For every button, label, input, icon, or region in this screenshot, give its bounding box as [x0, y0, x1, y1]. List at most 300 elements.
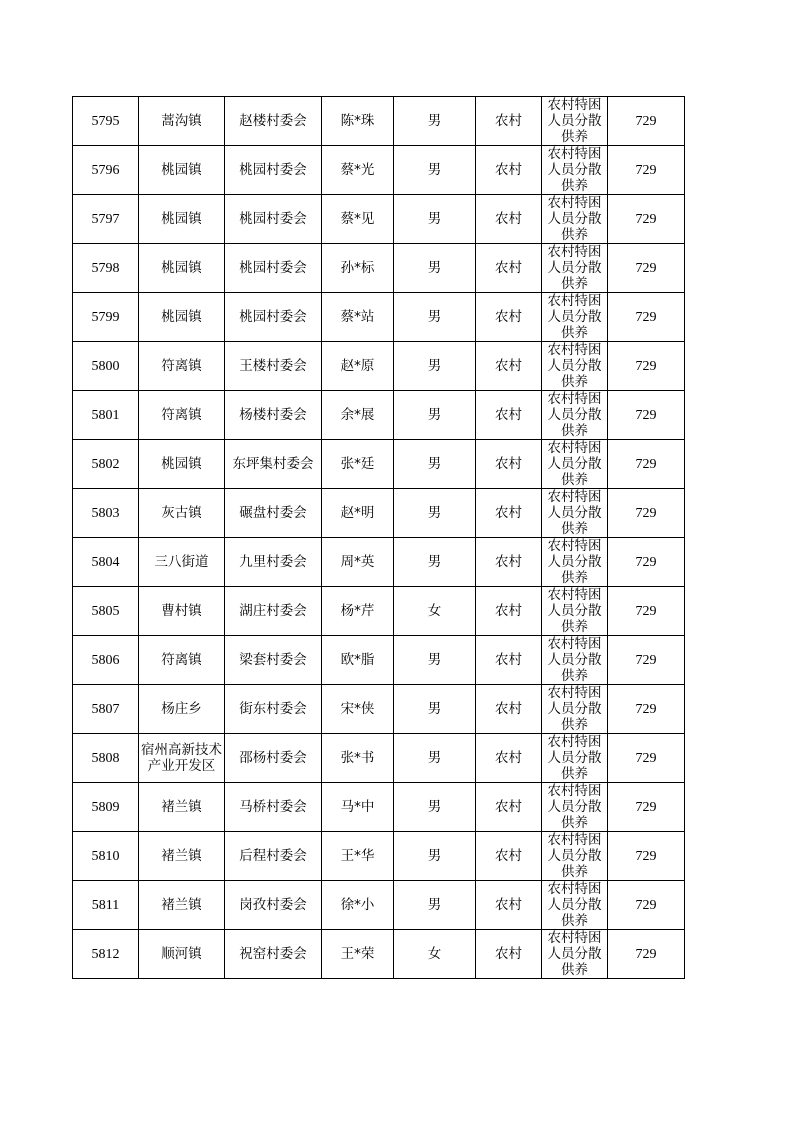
gender-text: 男 — [427, 749, 442, 766]
gender-text: 女 — [427, 602, 442, 619]
village-committee-cell — [225, 244, 322, 293]
residence-type-cell — [476, 783, 542, 832]
village-committee-cell — [225, 734, 322, 783]
village-committee-text: 邵杨村委会 — [239, 749, 307, 766]
residence-type-cell — [476, 342, 542, 391]
serial-number-text: 5809 — [91, 799, 120, 815]
amount-text: 729 — [635, 652, 657, 668]
serial-number-cell — [73, 195, 139, 244]
town-cell — [139, 489, 225, 538]
serial-number-text: 5796 — [91, 162, 120, 178]
village-committee-text: 桃园村委会 — [239, 259, 307, 276]
town-cell — [139, 783, 225, 832]
person-name-text: 周*英 — [340, 553, 375, 570]
residence-type-cell — [476, 440, 542, 489]
serial-number-cell — [73, 685, 139, 734]
table-row — [73, 832, 685, 881]
person-name-cell — [322, 440, 394, 489]
town-cell — [139, 342, 225, 391]
assistance-category-cell — [542, 195, 608, 244]
village-committee-cell — [225, 685, 322, 734]
assistance-category-cell — [542, 97, 608, 146]
amount-text: 729 — [635, 603, 657, 619]
assistance-category-cell — [542, 734, 608, 783]
village-committee-cell — [225, 146, 322, 195]
town-text: 褚兰镇 — [161, 897, 202, 913]
assistance-category-text: 农村特困人员分散供养 — [547, 734, 602, 782]
assistance-category-text: 农村特困人员分散供养 — [547, 685, 602, 733]
town-text: 桃园镇 — [161, 260, 202, 276]
person-name-cell — [322, 636, 394, 685]
person-name-text: 蔡*光 — [340, 161, 375, 178]
amount-cell — [608, 636, 685, 685]
serial-number-text: 5802 — [91, 456, 120, 472]
person-name-text: 赵*明 — [340, 504, 375, 521]
village-committee-cell — [225, 293, 322, 342]
person-name-cell — [322, 244, 394, 293]
person-name-text: 余*展 — [340, 406, 375, 423]
town-cell — [139, 636, 225, 685]
assistance-category-cell — [542, 783, 608, 832]
town-cell — [139, 685, 225, 734]
amount-text: 729 — [635, 799, 657, 815]
table-row — [73, 734, 685, 783]
residence-type-text: 农村 — [495, 455, 522, 472]
residence-type-text: 农村 — [495, 847, 522, 864]
gender-text: 男 — [427, 259, 442, 276]
assistance-category-cell — [542, 293, 608, 342]
village-committee-text: 桃园村委会 — [239, 308, 307, 325]
person-name-text: 孙*标 — [340, 259, 375, 276]
town-text: 符离镇 — [161, 652, 202, 668]
residence-type-cell — [476, 881, 542, 930]
gender-text: 女 — [427, 945, 442, 962]
person-name-cell — [322, 342, 394, 391]
assistance-category-cell — [542, 146, 608, 195]
gender-text: 男 — [427, 504, 442, 521]
town-cell — [139, 538, 225, 587]
village-committee-text: 桃园村委会 — [239, 161, 307, 178]
person-name-cell — [322, 783, 394, 832]
person-name-text: 王*华 — [340, 847, 375, 864]
table-row — [73, 783, 685, 832]
serial-number-cell — [73, 97, 139, 146]
town-text: 符离镇 — [161, 358, 202, 374]
village-committee-text: 桃园村委会 — [239, 210, 307, 227]
serial-number-cell — [73, 734, 139, 783]
amount-cell — [608, 832, 685, 881]
town-text: 桃园镇 — [161, 162, 202, 178]
residence-type-text: 农村 — [495, 651, 522, 668]
residence-type-cell — [476, 587, 542, 636]
assistance-category-cell — [542, 930, 608, 979]
gender-text: 男 — [427, 161, 442, 178]
residence-type-cell — [476, 734, 542, 783]
residence-type-text: 农村 — [495, 308, 522, 325]
person-name-cell — [322, 97, 394, 146]
table-row — [73, 195, 685, 244]
amount-text: 729 — [635, 750, 657, 766]
assistance-category-cell — [542, 636, 608, 685]
town-cell — [139, 97, 225, 146]
table-row — [73, 636, 685, 685]
table-row — [73, 930, 685, 979]
village-committee-cell — [225, 195, 322, 244]
village-committee-text: 碾盘村委会 — [239, 504, 307, 521]
town-text: 灰古镇 — [161, 505, 202, 521]
residence-type-cell — [476, 930, 542, 979]
town-text: 桃园镇 — [161, 456, 202, 472]
serial-number-text: 5795 — [91, 113, 120, 129]
gender-cell — [394, 930, 476, 979]
person-name-text: 张*廷 — [340, 455, 375, 472]
table-row — [73, 587, 685, 636]
table-row — [73, 489, 685, 538]
serial-number-text: 5800 — [91, 358, 120, 374]
assistance-category-cell — [542, 832, 608, 881]
residence-type-cell — [476, 489, 542, 538]
person-name-cell — [322, 832, 394, 881]
gender-cell — [394, 391, 476, 440]
person-name-text: 欧*脂 — [340, 651, 375, 668]
gender-cell — [394, 489, 476, 538]
serial-number-cell — [73, 636, 139, 685]
amount-text: 729 — [635, 505, 657, 521]
assistance-category-cell — [542, 685, 608, 734]
assistance-category-cell — [542, 391, 608, 440]
residence-type-cell — [476, 195, 542, 244]
serial-number-cell — [73, 391, 139, 440]
serial-number-text: 5801 — [91, 407, 120, 423]
assistance-category-text: 农村特困人员分散供养 — [547, 146, 602, 194]
person-name-cell — [322, 538, 394, 587]
town-text: 顺河镇 — [161, 946, 202, 962]
residence-type-cell — [476, 391, 542, 440]
town-text: 宿州高新技术产业开发区 — [141, 742, 222, 774]
residence-type-text: 农村 — [495, 259, 522, 276]
person-name-cell — [322, 685, 394, 734]
person-name-cell — [322, 587, 394, 636]
gender-cell — [394, 832, 476, 881]
residence-type-cell — [476, 685, 542, 734]
village-committee-text: 街东村委会 — [239, 700, 307, 717]
residence-type-cell — [476, 293, 542, 342]
assistance-category-cell — [542, 440, 608, 489]
residence-type-text: 农村 — [495, 945, 522, 962]
town-cell — [139, 391, 225, 440]
village-committee-text: 湖庄村委会 — [239, 602, 307, 619]
person-name-text: 张*书 — [340, 749, 375, 766]
gender-text: 男 — [427, 406, 442, 423]
table-row — [73, 293, 685, 342]
gender-cell — [394, 636, 476, 685]
residence-type-text: 农村 — [495, 161, 522, 178]
gender-cell — [394, 244, 476, 293]
table-row — [73, 685, 685, 734]
village-committee-cell — [225, 783, 322, 832]
gender-cell — [394, 587, 476, 636]
serial-number-cell — [73, 930, 139, 979]
serial-number-text: 5798 — [91, 260, 120, 276]
assistance-category-cell — [542, 342, 608, 391]
amount-cell — [608, 930, 685, 979]
residence-type-text: 农村 — [495, 553, 522, 570]
amount-text: 729 — [635, 162, 657, 178]
amount-text: 729 — [635, 554, 657, 570]
village-committee-text: 马桥村委会 — [239, 798, 307, 815]
residence-type-text: 农村 — [495, 749, 522, 766]
person-name-text: 宋*侠 — [340, 700, 375, 717]
gender-cell — [394, 440, 476, 489]
town-text: 蒿沟镇 — [161, 113, 202, 129]
amount-cell — [608, 881, 685, 930]
amount-cell — [608, 146, 685, 195]
serial-number-text: 5799 — [91, 309, 120, 325]
amount-text: 729 — [635, 358, 657, 374]
town-cell — [139, 440, 225, 489]
residence-type-text: 农村 — [495, 504, 522, 521]
amount-cell — [608, 440, 685, 489]
serial-number-text: 5812 — [91, 946, 120, 962]
serial-number-text: 5808 — [91, 750, 120, 766]
table-row — [73, 538, 685, 587]
serial-number-cell — [73, 440, 139, 489]
village-committee-cell — [225, 489, 322, 538]
assistance-category-text: 农村特困人员分散供养 — [547, 293, 602, 341]
assistance-category-text: 农村特困人员分散供养 — [547, 195, 602, 243]
village-committee-cell — [225, 881, 322, 930]
gender-cell — [394, 342, 476, 391]
gender-text: 男 — [427, 798, 442, 815]
table-row — [73, 881, 685, 930]
residence-type-text: 农村 — [495, 112, 522, 129]
village-committee-cell — [225, 930, 322, 979]
gender-text: 男 — [427, 847, 442, 864]
village-committee-text: 九里村委会 — [239, 553, 307, 570]
amount-text: 729 — [635, 848, 657, 864]
serial-number-text: 5803 — [91, 505, 120, 521]
amount-cell — [608, 244, 685, 293]
assistance-category-text: 农村特困人员分散供养 — [547, 489, 602, 537]
residence-type-text: 农村 — [495, 700, 522, 717]
person-name-cell — [322, 881, 394, 930]
gender-text: 男 — [427, 308, 442, 325]
assistance-category-text: 农村特困人员分散供养 — [547, 97, 602, 145]
serial-number-text: 5797 — [91, 211, 120, 227]
amount-text: 729 — [635, 211, 657, 227]
amount-text: 729 — [635, 113, 657, 129]
town-cell — [139, 832, 225, 881]
town-text: 桃园镇 — [161, 309, 202, 325]
person-name-text: 马*中 — [340, 798, 375, 815]
table-row — [73, 342, 685, 391]
amount-cell — [608, 97, 685, 146]
person-name-cell — [322, 930, 394, 979]
residence-type-cell — [476, 538, 542, 587]
village-committee-cell — [225, 342, 322, 391]
gender-text: 男 — [427, 455, 442, 472]
town-text: 三八街道 — [154, 554, 209, 570]
gender-text: 男 — [427, 700, 442, 717]
amount-text: 729 — [635, 456, 657, 472]
table-row — [73, 391, 685, 440]
assistance-category-text: 农村特困人员分散供养 — [547, 440, 602, 488]
table-row — [73, 146, 685, 195]
assistance-category-cell — [542, 244, 608, 293]
residence-type-text: 农村 — [495, 357, 522, 374]
serial-number-text: 5806 — [91, 652, 120, 668]
person-name-text: 王*荣 — [340, 945, 375, 962]
assistance-category-cell — [542, 881, 608, 930]
residence-type-text: 农村 — [495, 210, 522, 227]
serial-number-text: 5810 — [91, 848, 120, 864]
serial-number-cell — [73, 342, 139, 391]
serial-number-cell — [73, 832, 139, 881]
residence-type-cell — [476, 636, 542, 685]
village-committee-text: 梁套村委会 — [239, 651, 307, 668]
gender-cell — [394, 146, 476, 195]
residence-type-cell — [476, 146, 542, 195]
town-text: 曹村镇 — [161, 603, 202, 619]
village-committee-cell — [225, 587, 322, 636]
assistance-category-text: 农村特困人员分散供养 — [547, 342, 602, 390]
town-cell — [139, 146, 225, 195]
gender-cell — [394, 293, 476, 342]
gender-cell — [394, 734, 476, 783]
village-committee-cell — [225, 636, 322, 685]
amount-cell — [608, 489, 685, 538]
amount-text: 729 — [635, 309, 657, 325]
town-cell — [139, 881, 225, 930]
person-name-cell — [322, 146, 394, 195]
town-cell — [139, 293, 225, 342]
serial-number-cell — [73, 783, 139, 832]
town-text: 杨庄乡 — [161, 701, 202, 717]
gender-cell — [394, 538, 476, 587]
amount-cell — [608, 195, 685, 244]
village-committee-text: 东坪集村委会 — [232, 455, 314, 472]
serial-number-text: 5805 — [91, 603, 120, 619]
assistance-category-text: 农村特困人员分散供养 — [547, 244, 602, 292]
serial-number-cell — [73, 489, 139, 538]
village-committee-text: 岗孜村委会 — [239, 896, 307, 913]
table-row — [73, 244, 685, 293]
residence-type-cell — [476, 832, 542, 881]
amount-cell — [608, 538, 685, 587]
person-name-text: 蔡*站 — [340, 308, 375, 325]
assistance-category-text: 农村特困人员分散供养 — [547, 832, 602, 880]
person-name-cell — [322, 293, 394, 342]
person-name-text: 赵*原 — [340, 357, 375, 374]
assistance-category-text: 农村特困人员分散供养 — [547, 636, 602, 684]
village-committee-cell — [225, 391, 322, 440]
serial-number-cell — [73, 293, 139, 342]
person-name-cell — [322, 489, 394, 538]
town-cell — [139, 195, 225, 244]
person-name-text: 杨*芹 — [340, 602, 375, 619]
town-cell — [139, 734, 225, 783]
amount-text: 729 — [635, 701, 657, 717]
gender-cell — [394, 97, 476, 146]
gender-cell — [394, 685, 476, 734]
person-name-text: 徐*小 — [340, 896, 375, 913]
village-committee-cell — [225, 538, 322, 587]
assistance-category-cell — [542, 489, 608, 538]
serial-number-cell — [73, 538, 139, 587]
table-row — [73, 97, 685, 146]
residence-type-text: 农村 — [495, 602, 522, 619]
serial-number-text: 5804 — [91, 554, 120, 570]
assistance-category-text: 农村特困人员分散供养 — [547, 391, 602, 439]
gender-text: 男 — [427, 651, 442, 668]
amount-cell — [608, 293, 685, 342]
residence-type-text: 农村 — [495, 896, 522, 913]
serial-number-cell — [73, 146, 139, 195]
residence-type-cell — [476, 244, 542, 293]
village-committee-text: 王楼村委会 — [239, 357, 307, 374]
assistance-category-text: 农村特困人员分散供养 — [547, 881, 602, 929]
serial-number-cell — [73, 244, 139, 293]
town-text: 褚兰镇 — [161, 799, 202, 815]
table-row — [73, 440, 685, 489]
gender-text: 男 — [427, 210, 442, 227]
gender-text: 男 — [427, 112, 442, 129]
person-name-text: 陈*珠 — [340, 112, 375, 129]
village-committee-cell — [225, 440, 322, 489]
serial-number-cell — [73, 881, 139, 930]
person-name-text: 蔡*见 — [340, 210, 375, 227]
village-committee-cell — [225, 832, 322, 881]
town-text: 褚兰镇 — [161, 848, 202, 864]
gender-text: 男 — [427, 553, 442, 570]
assistance-category-cell — [542, 587, 608, 636]
village-committee-text: 杨楼村委会 — [239, 406, 307, 423]
serial-number-text: 5811 — [91, 897, 120, 913]
amount-cell — [608, 783, 685, 832]
amount-text: 729 — [635, 946, 657, 962]
residence-type-cell — [476, 97, 542, 146]
residence-type-text: 农村 — [495, 798, 522, 815]
gender-cell — [394, 195, 476, 244]
assistance-category-text: 农村特困人员分散供养 — [547, 930, 602, 978]
gender-cell — [394, 783, 476, 832]
amount-cell — [608, 587, 685, 636]
town-cell — [139, 587, 225, 636]
assistance-category-text: 农村特困人员分散供养 — [547, 587, 602, 635]
amount-text: 729 — [635, 407, 657, 423]
village-committee-text: 后程村委会 — [239, 847, 307, 864]
amount-cell — [608, 734, 685, 783]
serial-number-text: 5807 — [91, 701, 120, 717]
town-text: 符离镇 — [161, 407, 202, 423]
gender-text: 男 — [427, 896, 442, 913]
residence-type-text: 农村 — [495, 406, 522, 423]
serial-number-cell — [73, 587, 139, 636]
person-name-cell — [322, 734, 394, 783]
town-text: 桃园镇 — [161, 211, 202, 227]
village-committee-text: 祝窑村委会 — [239, 945, 307, 962]
town-cell — [139, 244, 225, 293]
relief-roster-table — [72, 96, 685, 979]
amount-text: 729 — [635, 260, 657, 276]
assistance-category-text: 农村特困人员分散供养 — [547, 783, 602, 831]
person-name-cell — [322, 195, 394, 244]
village-committee-cell — [225, 97, 322, 146]
amount-cell — [608, 342, 685, 391]
town-cell — [139, 930, 225, 979]
assistance-category-text: 农村特困人员分散供养 — [547, 538, 602, 586]
village-committee-text: 赵楼村委会 — [239, 112, 307, 129]
